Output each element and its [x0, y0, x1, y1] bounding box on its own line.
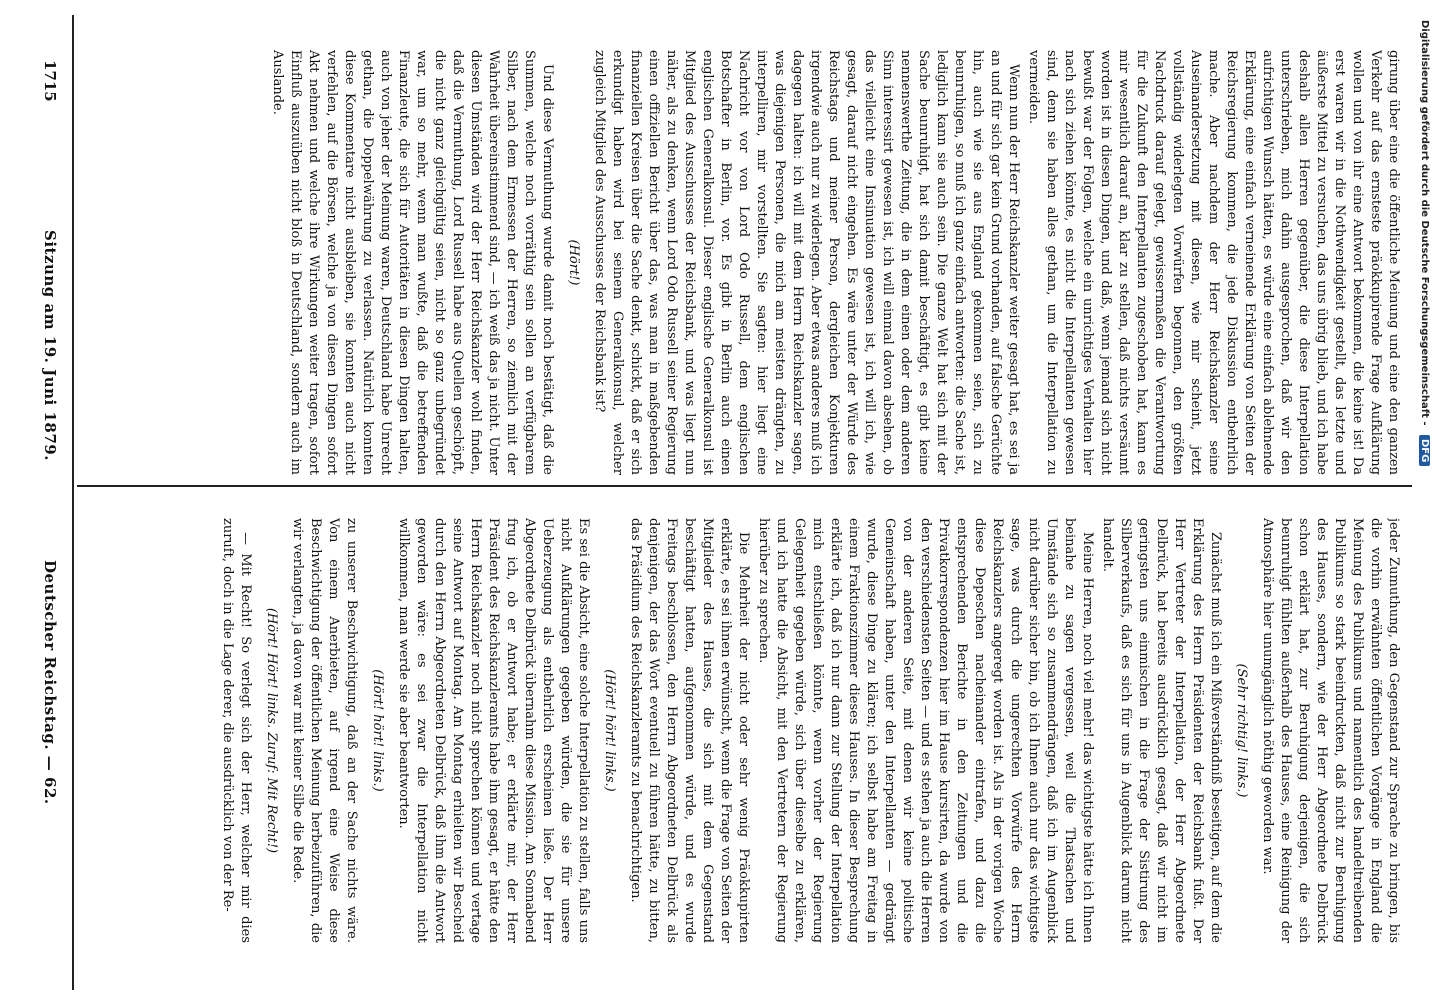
session-date: Sitzung am 19. Juni 1879.	[41, 230, 59, 461]
page-header	[27, 0, 67, 1000]
dfg-logo: DFG	[1419, 435, 1430, 466]
paragraph: Zunächst muß ich ein Mißverständniß beseitigen, auf dem die Erklärung des Herrn Präsidenten der Reichsbank fußt. Der Herr Vertreter der Interpellation, der Herr Abgeordnete Delbrück, hat bereits ausdrücklich gesagt, daß wir nicht im geringsten uns einmischen in die Frage der Sistirung des Silberverkaufs, daß es sich für uns in Augenblick darum nicht handelt.	[1100, 518, 1223, 943]
page-number: 1715	[41, 60, 59, 102]
credit-text: Digitalisierung gefördert durch die Deutsche Forschungsgemeinschaft -	[1419, 20, 1430, 426]
column-divider	[77, 485, 1412, 487]
paragraph: — Mit Recht! So verlegt sich der Herr, welcher mir dies zuruft, doch in die Lage derer, die ausdrücklich von der Re-	[220, 518, 253, 943]
digitization-credit	[1410, 20, 1430, 1000]
header-rule	[72, 15, 74, 990]
interjection: (Sehr richtig! links.)	[1234, 663, 1249, 798]
paragraph: Meine Herren, noch viel mehr! das wichtigste hätte ich Ihnen beinahe zu sagen vergessen, weil die Thatsachen und Umstände sich so zusammendrängen, daß ich im Augenblick nicht darüber sicher bin, ob ich Ihnen auch nur das wichtigste sage, was durch die ungerechten Vorwürfe des Herrn Reichskanzlers angeregt worden ist. Als in der vorigen Woche diese Depeschen nacheinander eintrafen, und dazu die entsprechenden Berichte in den Zeitungen und die Privatkorrespondenzen hier im Hause kursirten, da wurde von den verschiedensten Seiten — und es stehen ja auch die Herren von der anderen Seite, mit denen wir keine politische Gemeinschaft haben, unter den Interpellanten — gedrängt wurde, diese Dinge zu klären; ich selbst habe am Freitag in einem Fraktionszimmer dieses Hauses. In dieser Besprechung erklärte ich, daß ich nur dann zur Stellung der Interpellation mich entschließen könnte, wenn vorher der Regierung Gelegenheit gegeben würde, sich über dieselbe zu erklären, und ich hatte die Absicht, mit den Vertretern der Regierung hierüber zu sprechen.	[756, 518, 1095, 943]
running-title: Deutscher Reichstag. — 62.	[41, 560, 59, 805]
paragraph: girung über eine die öffentliche Meinung und eine den ganzen Verkehr auf das ernsteste präokkupirende Frage Aufklärung wollen und von ihr eine Antwort bekommen, die keine ist! Da erst waren wir in die Nothwendigkeit gestellt, das letzte und äußerste Mittel zu versuchen, das uns übrig blieb, und ich habe deshalb allen Herren gegenüber, die diese Interpellation unterschrieben, mich dahin ausgesprochen, daß wir den aufrichtigen Wunsch hätten, es würde eine einfach ablehnende Erklärung, eine einfach verneinende Erklärung von Seiten der Reichsregierung kommen, die jede Diskussion entbehrlich mache. Aber nachdem der Herr Reichskanzler seine Auseinandersetzung mit diesen, wie mir scheint, jetzt vollständig widerlegten Vorwürfen begonnen, den größten Nachdruck darauf gelegt, gewissermaßen die Verantwortung für die Zukunft den Interpellanten zugeschoben hat, kann es mir wesentlich darauf an, klar zu stellen, daß nichts versäumt worden ist in diesen Dingen, und daß, wenn jemand sich nicht bewußt war der Folgen, welche ein unrichtiges Verhalten hier nach sich ziehen könnte, es nicht die Interpellanten gewesen sind, denn sie haben alles gethan, um die Interpellation zu vermeiden.	[1026, 50, 1401, 475]
interjection: (Hört! Hört! links. Zuruf: Mit Recht!)	[264, 607, 279, 854]
right-column	[82, 518, 1402, 943]
left-column	[82, 50, 1402, 475]
interjection: (Hört! hört! links.)	[602, 669, 617, 792]
paragraph: Die Mehrheit der nicht oder sehr wenig Präokkupirten erklärte, es sei ihnen erwünscht, wenn die Frage von Seiten der Mitglieder des Hauses, die sich mit dem Gegenstand beschäftigt hatten, aufgenommen würde, und es wurde Freitags beschlossen, den Herrn Abgeordneten Delbrück als denjenigen, der das Wort eventuell zu führen hätte, zu bitten, das Präsidium des Reichskanzleramts zu benachrichtigen.	[628, 518, 751, 943]
paragraph: zu unserer Beschwichtigung, daß an der Sache nichts wäre. Von einem Anerbieten, auf irgend eine Weise diese Beschwichtigung der öffentlichen Meinung herbeizuführen, die wir verlangten, ja davon war mit keiner Silbe die Rede.	[290, 518, 359, 943]
paragraph: jeder Zumuthung, den Gegenstand zur Sprache zu bringen, bis die vorhin erwähnten öffentlichen Vorgänge in England die Meinung des Publikums und namentlich des handeltreibenden Publikums so stark beeindruckten, daß nicht zur Beruhigung des Hauses, sondern, wie der Herr Abgeordnete Delbrück schon erklärt hat, zur Beruhigung derjenigen, die sich beunruhigt fühlten außerhalb des Hauses, eine Reinigung der Atmosphäre hier unumgänglich nöthig geworden war.	[1260, 518, 1401, 943]
paragraph: Wenn nun der Herr Reichskanzler weiter gesagt hat, es sei ja an und für sich gar kein Grund vorhanden, auf falsche Gerüchte hin, auch wie sie aus England gekommen seien, sich zu beunruhigen, so muß ich ganz einfach antworten: die Sache ist, lediglich kann sie auch sein. Die ganze Welt hat sich mit der Sache beunruhigt, hat sich damit beschäftigt, es gibt keine nennenswerthe Zeitung, die in dem einen oder dem anderen Sinn interessirt gewesen ist, ich will einmal davon absehen, ob das vielleicht eine Insinuation gewesen ist, ich will ich, wie gesagt, darauf nicht eingehen. Es wäre unter der Würde des Reichstags und meiner Person, dergleichen Konjekturen irgendwie auch nur zu widerlegen. Aber etwas anderes muß ich dagegen halten: ich will mit dem Herrn Reichskanzler sagen, was diejenigen Personen, die mich am meisten drängten, zu interpelliren, mir vorstellten. Sie sagten: hier liegt eine Nachricht vor von Lord Odo Russell, dem englischen Botschafter in Berlin, vor. Es gibt in Berlin auch einen englischen Generalkonsul. Dieser englische Generalkonsul ist Mitglied des Ausschusses der Reichsbank, und was liegt nun näher, als zu denken, wenn Lord Odo Russell seiner Regierung einen offiziellen Bericht über das, was man in maßgebenden finanziellen Kreisen über die Sache denkt, schickt, daß er sich erkundigt haben wird bei seinem Generalkonsul, welcher zugleich Mitglied des Ausschusses der Reichsbank ist?	[592, 50, 1021, 475]
paragraph: Und diese Vermuthung wurde damit noch bestätigt, daß die Summen, welche noch vorräthig sein sollen an verfügbarem Silber, nach dem Ermessen der Herren, so ziemlich mit der Wahrheit übereinstimmend sind, — ich weiß das ja nicht. Unter diesen Umständen wird der Herr Reichskanzler wohl finden, daß die Vermuthung, Lord Russell habe aus Quellen geschöpft, die nicht ganz gleichgültig seien, nicht so ganz unbegründet war, um so mehr, wenn man wußte, daß die betreffenden Finanzleute, die sich für Autoritäten in diesen Dingen halten, auch von jeher der Meinung waren, Deutschland habe Unrecht gethan, die Doppelwährung zu verlassen. Natürlich konnten diese Kommentare nicht ausbleiben, sie konnten auch nicht verfehlen, auf die Börsen, welche ja von diesen Dingen sofort Akt nehmen und welche ihre Wirkungen weiter tragen, sofort Einfluß auszuüben nicht bloß in Deutschland, sondern auch im Auslande.	[270, 50, 555, 475]
paragraph: Es sei die Absicht, eine solche Interpellation zu stellen, falls uns nicht Aufklärungen gegeben würden, die sie für unsere Ueberzeugung als entbehrlich erscheinen ließe. Der Herr Abgeordnete Delbrück übernahm diese Mission. Am Sonnabend frug ich, ob er Antwort habe; er erklärte mir, der Herr Präsident des Reichskanzleramts habe ihm gesagt, er hätte den Herrn Reichskanzler noch nicht sprechen können und vertage seine Antwort auf Montag. Am Montag erhielten wir Bescheid durch den Herrn Abgeordneten Delbrück, daß ihm die Antwort geworden wäre: es sei zwar die Interpellation nicht willkommen, man werde sie aber beantworten.	[396, 518, 591, 943]
interjection: (Hört!)	[566, 239, 581, 286]
interjection: (Hört! hört! links.)	[370, 669, 385, 792]
